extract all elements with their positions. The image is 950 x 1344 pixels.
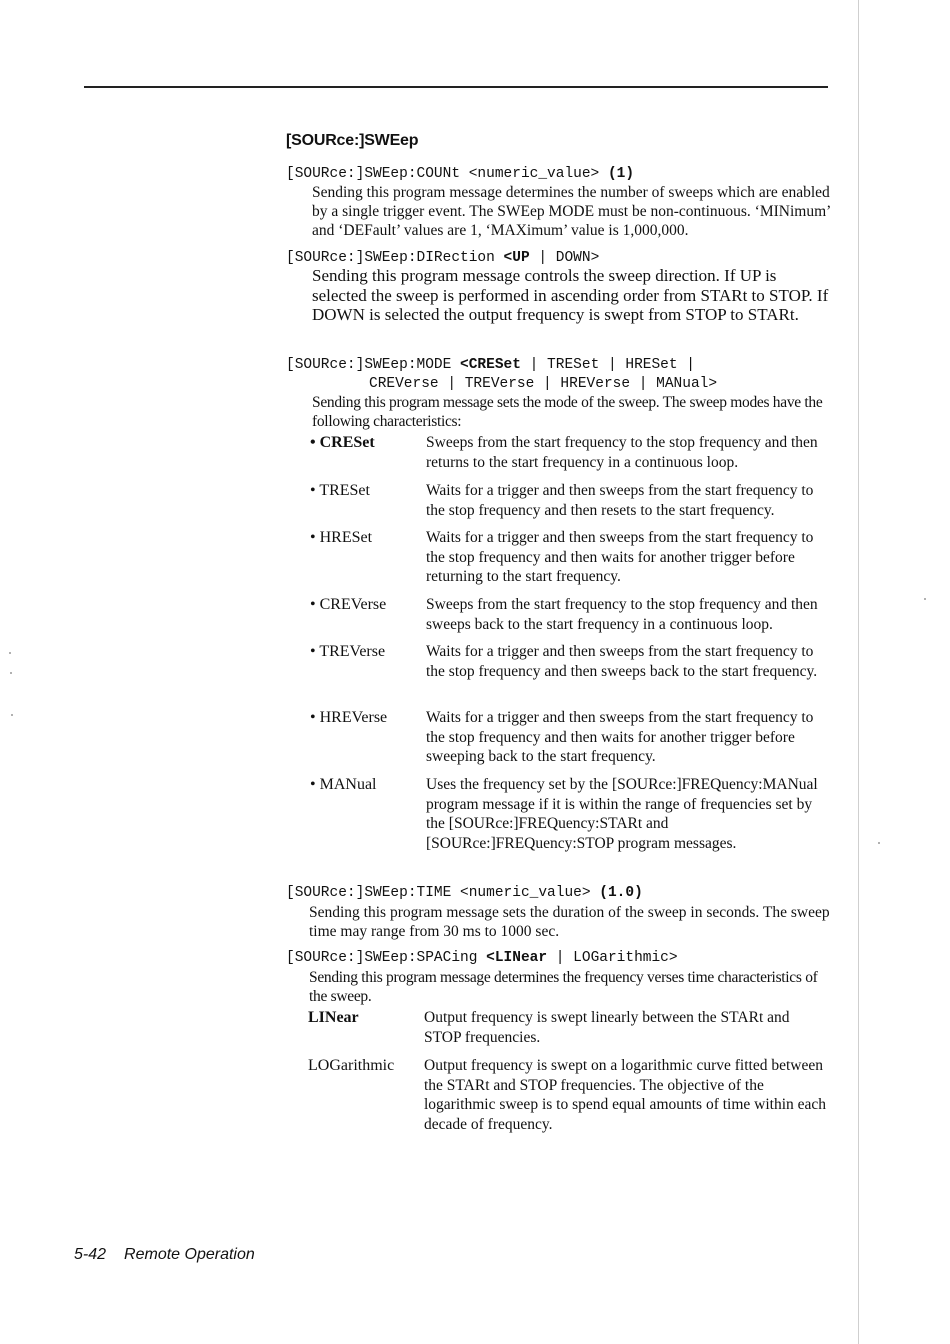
mode-command-rest-1: | TRESet | HRESet | <box>529 357 695 373</box>
mode-item-desc: Waits for a trigger and then sweeps from the start frequency to the stop frequency and then waits for another trigger before returning to the start frequency. <box>426 529 814 585</box>
mode-command-continued: CREVerse | TREVerse | HREVerse | MANual> <box>369 376 718 392</box>
mode-item-term: • TRESet <box>310 482 370 499</box>
footer-section: Remote Operation <box>124 1246 255 1263</box>
spacing-command <box>286 949 678 967</box>
spacing-default: <LINear <box>486 950 548 966</box>
scan-speck <box>11 714 13 716</box>
direction-command-prefix: [SOURce:]SWEep:DIRection <box>286 250 495 266</box>
mode-command <box>286 356 695 374</box>
mode-item-desc: Sweeps from the start frequency to the stop frequency and then sweeps back to the start frequency in a continuous loop. <box>426 596 818 633</box>
scan-speck <box>10 672 12 674</box>
mode-description: Sending this program message sets the mode of the sweep. The sweep modes have the following characteristics: <box>312 394 823 430</box>
mode-item-desc: Uses the frequency set by the [SOURce:]FREQuency:MANual program message if it is within the range of frequencies set by the [SOURce:]FREQuency:STARt and [SOURce:]FREQuency:STOP program messages. <box>426 776 818 852</box>
count-command-text: [SOURce:]SWEep:COUNt <numeric_value> <box>286 166 600 182</box>
mode-item-term: • TREVerse <box>310 643 386 660</box>
mode-item-term: • MANual <box>310 776 377 793</box>
direction-description: Sending this program message controls the sweep direction. If UP is selected the sweep is performed in ascending order from STARt to STOP. If DOWN is selected the output frequency is swept from STOP to STARt. <box>312 266 829 324</box>
mode-item-term: • HREVerse <box>310 709 388 726</box>
count-description: Sending this program message determines the number of sweeps which are enabled by a single trigger event. The SWEep MODE must be non-continuous. ‘MINimum’ and ‘DEFault’ values are 1, ‘MAXimum’ value is 1,000,000. <box>312 184 831 239</box>
time-default: (1.0) <box>599 885 643 901</box>
scan-speck <box>924 598 926 600</box>
spacing-command-rest: | LOGarithmic> <box>555 950 678 966</box>
page-edge-line <box>858 0 859 1344</box>
count-default: (1) <box>607 166 635 182</box>
mode-default: <CRESet <box>460 357 521 373</box>
scan-speck <box>9 652 11 654</box>
mode-item-term: • CREVerse <box>310 596 387 613</box>
scan-speck <box>878 842 880 844</box>
direction-command <box>286 249 599 267</box>
spacing-item-desc: Output frequency is swept on a logarithmic curve fitted between the STARt and STOP frequencies. The objective of the logarithmic sweep is to spend equal amounts of time within each decade of frequency. <box>424 1057 827 1133</box>
spacing-item-term: LINear <box>308 1009 359 1026</box>
mode-command-prefix: [SOURce:]SWEep:MODE <box>286 357 452 373</box>
direction-command-rest: | DOWN> <box>538 250 600 266</box>
page-footer <box>74 1246 255 1264</box>
section-title: [SOURce:]SWEep <box>286 132 419 149</box>
direction-default: <UP <box>503 250 530 266</box>
time-description: Sending this program message sets the duration of the sweep in seconds. The sweep time may range from 30 ms to 1000 sec. <box>309 904 830 940</box>
spacing-command-prefix: [SOURce:]SWEep:SPACing <box>286 950 478 966</box>
mode-item-desc: Waits for a trigger and then sweeps from the start frequency to the stop frequency and then waits for another trigger before sweeping back to the start frequency. <box>426 709 814 765</box>
header-rule <box>84 86 828 88</box>
mode-item-desc: Sweeps from the start frequency to the stop frequency and then returns to the start frequency in a continuous loop. <box>426 434 818 471</box>
spacing-description: Sending this program message determines the frequency verses time characteristics of the sweep. <box>309 969 818 1005</box>
mode-item-term: • HRESet <box>310 529 373 546</box>
spacing-item-term: LOGarithmic <box>308 1057 395 1074</box>
mode-item-desc: Waits for a trigger and then sweeps from the start frequency to the stop frequency and then resets to the start frequency. <box>426 482 814 519</box>
spacing-item-desc: Output frequency is swept linearly between the STARt and STOP frequencies. <box>424 1009 790 1046</box>
time-command <box>286 884 643 902</box>
time-command-text: [SOURce:]SWEep:TIME <numeric_value> <box>286 885 591 901</box>
mode-item-term: • CRESet <box>310 434 375 451</box>
count-command <box>286 165 634 183</box>
mode-item-desc: Waits for a trigger and then sweeps from the start frequency to the stop frequency and then sweeps back to the start frequency. <box>426 643 818 680</box>
page-number: 5-42 <box>74 1246 107 1263</box>
